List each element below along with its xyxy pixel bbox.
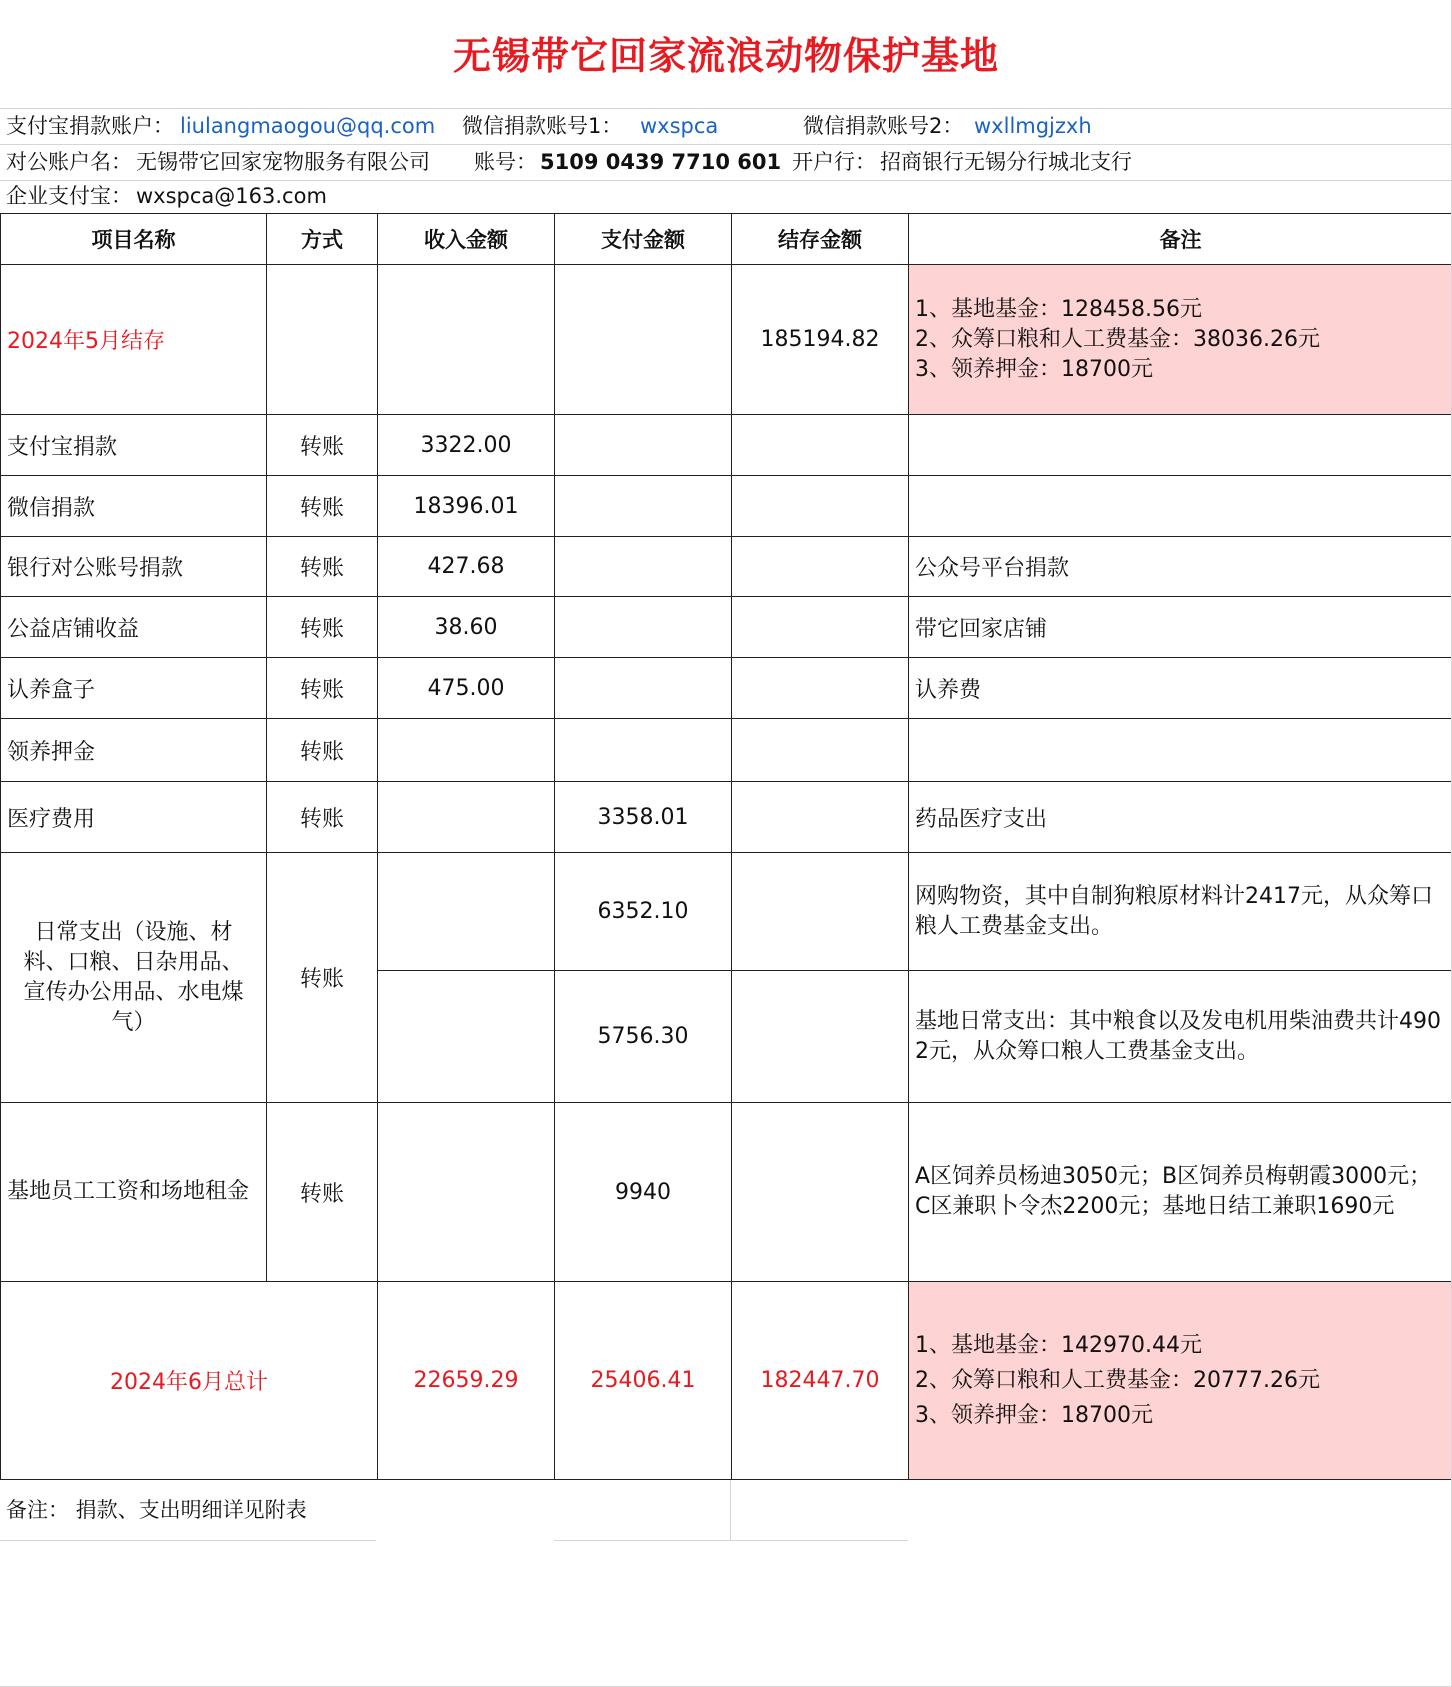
row-income (378, 719, 555, 782)
alipay-label: 支付宝捐款账户： (6, 114, 174, 138)
header-balance: 结存金额 (732, 214, 909, 265)
total-name: 2024年6月总计 (1, 1282, 378, 1480)
table-row (1, 719, 1452, 782)
row-method: 转账 (267, 597, 378, 658)
footer-cell-divider (730, 1480, 731, 1540)
row-expense (555, 658, 732, 719)
table-row (1, 782, 1452, 853)
info-line-corporate-alipay (0, 181, 1452, 212)
table-row (1, 476, 1452, 537)
row-income (378, 782, 555, 853)
row-expense (555, 476, 732, 537)
row-item-name: 领养押金 (1, 719, 267, 782)
table-row (1, 415, 1452, 476)
row-income: 18396.01 (378, 476, 555, 537)
salary-income (378, 1103, 555, 1282)
opening-note-line: 3、领养押金：18700元 (915, 356, 1153, 382)
daily-income-1 (378, 853, 555, 971)
row-income: 3322.00 (378, 415, 555, 476)
wechat1-label: 微信捐款账号1： (462, 114, 623, 138)
opening-expense (555, 265, 732, 415)
table-row-opening-balance (1, 265, 1452, 415)
total-balance: 182447.70 (732, 1282, 909, 1480)
info-line-donation-accounts (0, 108, 1452, 145)
row-note: 药品医疗支出 (909, 782, 1452, 853)
info-line-corporate-account (0, 144, 1452, 181)
header-method: 方式 (267, 214, 378, 265)
row-balance (732, 782, 909, 853)
header-expense: 支付金额 (555, 214, 732, 265)
row-note: 认养费 (909, 658, 1452, 719)
opening-note-line: 2、众筹口粮和人工费基金：38036.26元 (915, 326, 1320, 352)
row-item-name: 公益店铺收益 (1, 597, 267, 658)
total-notes (909, 1282, 1452, 1480)
bank-label: 开户行： (792, 150, 876, 174)
footer-note-row (0, 1480, 1452, 1540)
wechat1-account-value: wxspca (640, 114, 719, 138)
opening-notes (909, 265, 1452, 415)
row-note (909, 415, 1452, 476)
bank-value: 招商银行无锡分行城北支行 (880, 150, 1132, 174)
wechat2-account-value: wxllmgjzxh (974, 114, 1092, 138)
salary-balance (732, 1103, 909, 1282)
row-method: 转账 (267, 415, 378, 476)
table-header-row (1, 214, 1452, 265)
row-balance (732, 597, 909, 658)
account-number-label: 账号： (474, 150, 537, 174)
opening-note-line: 1、基地基金：128458.56元 (915, 296, 1202, 322)
salary-expense: 9940 (555, 1103, 732, 1282)
opening-income (378, 265, 555, 415)
total-note-line: 2、众筹口粮和人工费基金：20777.26元 (915, 1368, 1320, 1393)
row-method: 转账 (267, 782, 378, 853)
header-income: 收入金额 (378, 214, 555, 265)
row-note: 公众号平台捐款 (909, 537, 1452, 597)
row-balance (732, 476, 909, 537)
row-item-name: 银行对公账号捐款 (1, 537, 267, 597)
row-method: 转账 (267, 658, 378, 719)
row-expense (555, 415, 732, 476)
daily-income-2 (378, 971, 555, 1103)
daily-expense-method: 转账 (267, 853, 378, 1103)
total-note-line: 1、基地基金：142970.44元 (915, 1333, 1202, 1358)
row-method: 转账 (267, 719, 378, 782)
daily-balance-1 (732, 853, 909, 971)
row-expense (555, 537, 732, 597)
row-income: 38.60 (378, 597, 555, 658)
account-number-value: 5109 0439 7710 601 (540, 150, 782, 174)
table-row-total (1, 1282, 1452, 1480)
account-name-value: 无锡带它回家宠物服务有限公司 (136, 150, 430, 174)
daily-expense-note-2: 基地日常支出：其中粮食以及发电机用柴油费共计4902元，从众筹口粮人工费基金支出。 (909, 971, 1452, 1103)
total-income: 22659.29 (378, 1282, 555, 1480)
row-item-name: 认养盒子 (1, 658, 267, 719)
salary-name: 基地员工工资和场地租金 (1, 1103, 267, 1282)
total-expense: 25406.41 (555, 1282, 732, 1480)
opening-name: 2024年5月结存 (1, 265, 267, 415)
table-row-salary (1, 1103, 1452, 1282)
row-method: 转账 (267, 537, 378, 597)
corp-alipay-label: 企业支付宝： (6, 184, 132, 208)
salary-method: 转账 (267, 1103, 378, 1282)
row-balance (732, 537, 909, 597)
row-note (909, 719, 1452, 782)
header-notes: 备注 (909, 214, 1452, 265)
daily-balance-2 (732, 971, 909, 1103)
salary-note: A区饲养员杨迪3050元；B区饲养员梅朝霞3000元；C区兼职卜令杰2200元；基地日结工兼职1690元 (909, 1103, 1452, 1282)
table-row (1, 597, 1452, 658)
row-balance (732, 415, 909, 476)
row-note (909, 476, 1452, 537)
account-name-label: 对公账户名： (6, 150, 132, 174)
row-income: 427.68 (378, 537, 555, 597)
table-row (1, 537, 1452, 597)
finance-table (0, 213, 1452, 1480)
wechat2-label: 微信捐款账号2： (803, 114, 964, 138)
daily-expense-value-2: 5756.30 (555, 971, 732, 1103)
row-item-name: 支付宝捐款 (1, 415, 267, 476)
row-expense (555, 719, 732, 782)
footer-gridline (554, 1540, 908, 1541)
row-balance (732, 719, 909, 782)
daily-expense-value-1: 6352.10 (555, 853, 732, 971)
header-item-name: 项目名称 (1, 214, 267, 265)
page-title: 无锡带它回家流浪动物保护基地 (452, 34, 999, 78)
total-note-line: 3、领养押金：18700元 (915, 1403, 1153, 1428)
row-item-name: 医疗费用 (1, 782, 267, 853)
row-income: 475.00 (378, 658, 555, 719)
row-note: 带它回家店铺 (909, 597, 1452, 658)
opening-balance-value: 185194.82 (732, 265, 909, 415)
alipay-account-value: liulangmaogou@qq.com (180, 114, 436, 138)
table-row-daily-expense-1 (1, 853, 1452, 971)
row-expense: 3358.01 (555, 782, 732, 853)
daily-expense-name: 日常支出（设施、材料、口粮、日杂用品、宣传办公用品、水电煤气） (1, 853, 267, 1103)
row-expense (555, 597, 732, 658)
row-method: 转账 (267, 476, 378, 537)
footer-gridline (0, 1540, 376, 1541)
opening-method (267, 265, 378, 415)
footer-note: 备注： 捐款、支出明细详见附表 (6, 1498, 307, 1522)
row-item-name: 微信捐款 (1, 476, 267, 537)
corp-alipay-value: wxspca@163.com (136, 184, 327, 208)
row-balance (732, 658, 909, 719)
table-row (1, 658, 1452, 719)
daily-expense-note-1: 网购物资，其中自制狗粮原材料计2417元，从众筹口粮人工费基金支出。 (909, 853, 1452, 971)
